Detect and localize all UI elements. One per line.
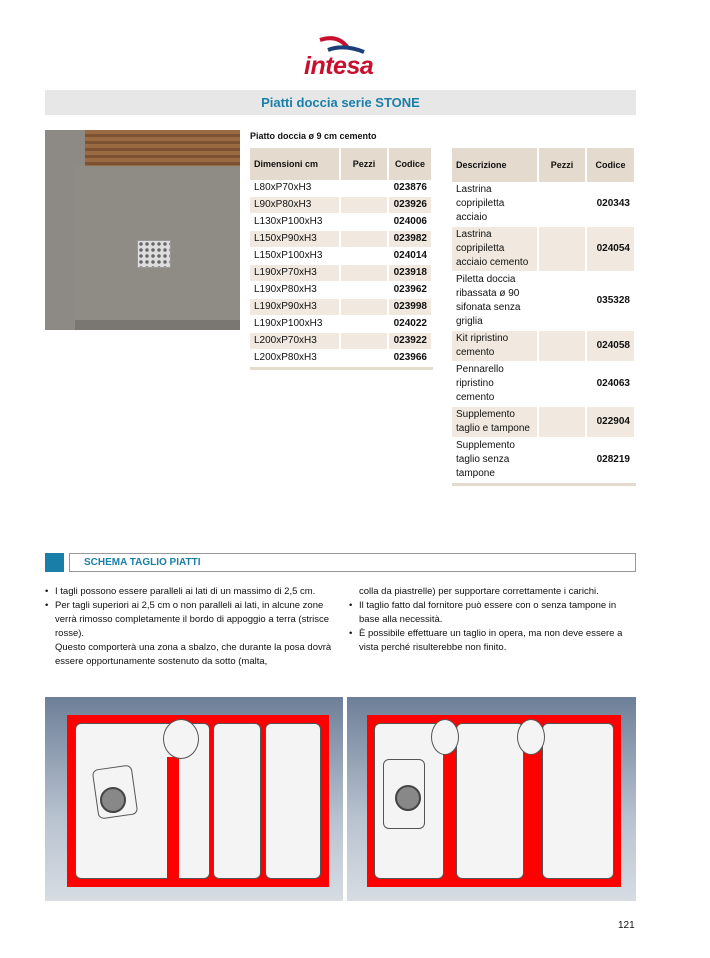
table-row (250, 316, 432, 333)
code-cell: 023876 (388, 180, 432, 197)
col-dimensioni: Dimensioni cm (250, 148, 340, 180)
accessories-table (452, 148, 636, 486)
table-row (452, 272, 635, 331)
description-cell: Pennarello ripristino cemento (452, 362, 538, 407)
table-row (250, 197, 432, 214)
pezzi-cell[interactable] (538, 331, 586, 362)
code-cell: 024022 (388, 316, 432, 333)
description-cell: Lastrina copripiletta acciaio (452, 182, 538, 227)
pezzi-cell[interactable] (538, 438, 586, 483)
pezzi-cell[interactable] (340, 214, 388, 231)
product-photo (45, 130, 240, 330)
pezzi-cell[interactable] (538, 362, 586, 407)
description-cell: Lastrina copripiletta acciaio cemento (452, 227, 538, 272)
dimension-cell: L190xP70xH3 (250, 265, 340, 282)
dimension-cell: L130xP100xH3 (250, 214, 340, 231)
description-cell: Piletta doccia ribassata ø 90 sifonata senza griglia (452, 272, 538, 331)
pezzi-cell[interactable] (340, 180, 388, 197)
note-item: Questo comporterà una zona a sbalzo, che durante la posa dovrà essere opportunamente sostenuto da sotto (malta, (55, 642, 332, 667)
description-cell: Kit ripristino cemento (452, 331, 538, 362)
code-cell: 023998 (388, 299, 432, 316)
pezzi-cell[interactable] (538, 407, 586, 438)
dimension-cell: L150xP100xH3 (250, 248, 340, 265)
table-row (250, 299, 432, 316)
code-cell: 024006 (388, 214, 432, 231)
table-row (250, 248, 432, 265)
table-row (452, 438, 635, 483)
pezzi-cell[interactable] (538, 272, 586, 331)
code-cell: 023982 (388, 231, 432, 248)
description-cell: Supplemento taglio senza tampone (452, 438, 538, 483)
dimension-cell: L90xP80xH3 (250, 197, 340, 214)
code-cell: 023966 (388, 350, 432, 367)
pezzi-cell[interactable] (340, 197, 388, 214)
table-row (452, 362, 635, 407)
dimension-cell: L200xP70xH3 (250, 333, 340, 350)
pezzi-cell[interactable] (340, 299, 388, 316)
dimension-cell: L150xP90xH3 (250, 231, 340, 248)
col-pezzi: Pezzi (340, 148, 388, 180)
code-cell: 024054 (586, 227, 635, 272)
pezzi-cell[interactable] (340, 316, 388, 333)
col-pezzi: Pezzi (538, 148, 586, 182)
dimension-cell: L80xP70xH3 (250, 180, 340, 197)
cut-diagram-1 (45, 697, 343, 901)
code-cell: 023922 (388, 333, 432, 350)
pezzi-cell[interactable] (340, 248, 388, 265)
col-codice: Codice (388, 148, 432, 180)
col-codice: Codice (586, 148, 635, 182)
code-cell: 028219 (586, 438, 635, 483)
notes-left (45, 585, 345, 669)
code-cell: 024063 (586, 362, 635, 407)
pezzi-cell[interactable] (538, 182, 586, 227)
table1-title: Piatto doccia ø 9 cm cemento (250, 131, 377, 141)
products-table (250, 148, 433, 370)
section-header (45, 553, 636, 572)
table-row (250, 180, 432, 197)
table-row (452, 407, 635, 438)
cut-diagram-2 (347, 697, 636, 901)
page-title: Piatti doccia serie STONE (45, 90, 636, 115)
table-row (250, 350, 432, 367)
dimension-cell: L190xP100xH3 (250, 316, 340, 333)
pezzi-cell[interactable] (340, 350, 388, 367)
code-cell: 020343 (586, 182, 635, 227)
table-row (250, 231, 432, 248)
code-cell: 023918 (388, 265, 432, 282)
notes-right (349, 585, 639, 655)
pezzi-cell[interactable] (340, 282, 388, 299)
table-row (250, 265, 432, 282)
section-title: SCHEMA TAGLIO PIATTI (69, 553, 636, 572)
code-cell: 023962 (388, 282, 432, 299)
pezzi-cell[interactable] (538, 227, 586, 272)
col-descrizione: Descrizione (452, 148, 538, 182)
description-cell: Supplemento taglio e tampone (452, 407, 538, 438)
page-number: 121 (618, 920, 635, 931)
dimension-cell: L190xP90xH3 (250, 299, 340, 316)
pezzi-cell[interactable] (340, 265, 388, 282)
table-row (452, 331, 635, 362)
table-row (452, 227, 635, 272)
note-item: • È possibile effettuare un taglio in opera, ma non deve essere a vista perché risulterebbe non finito. (349, 627, 639, 655)
pezzi-cell[interactable] (340, 333, 388, 350)
drain-grate-icon (137, 240, 171, 268)
note-item: • I tagli possono essere paralleli ai lati di un massimo di 2,5 cm. (45, 585, 345, 599)
code-cell: 024058 (586, 331, 635, 362)
table-row (250, 282, 432, 299)
code-cell: 022904 (586, 407, 635, 438)
dimension-cell: L190xP80xH3 (250, 282, 340, 299)
note-item: • Per tagli superiori ai 2,5 cm o non paralleli ai lati, in alcune zone verrà rimosso completamente il bordo di appoggio a terra (strisce rosse). (45, 599, 345, 641)
table-row (250, 214, 432, 231)
code-cell: 023926 (388, 197, 432, 214)
pezzi-cell[interactable] (340, 231, 388, 248)
intesa-logo: intesa (300, 36, 382, 82)
note-item: • Il taglio fatto dal fornitore può essere con o senza tampone in base alla necessità. (349, 599, 639, 627)
note-item: colla da piastrelle) per supportare correttamente i carichi. (359, 586, 599, 597)
code-cell: 024014 (388, 248, 432, 265)
table-row (250, 333, 432, 350)
table-row (452, 182, 635, 227)
code-cell: 035328 (586, 272, 635, 331)
dimension-cell: L200xP80xH3 (250, 350, 340, 367)
